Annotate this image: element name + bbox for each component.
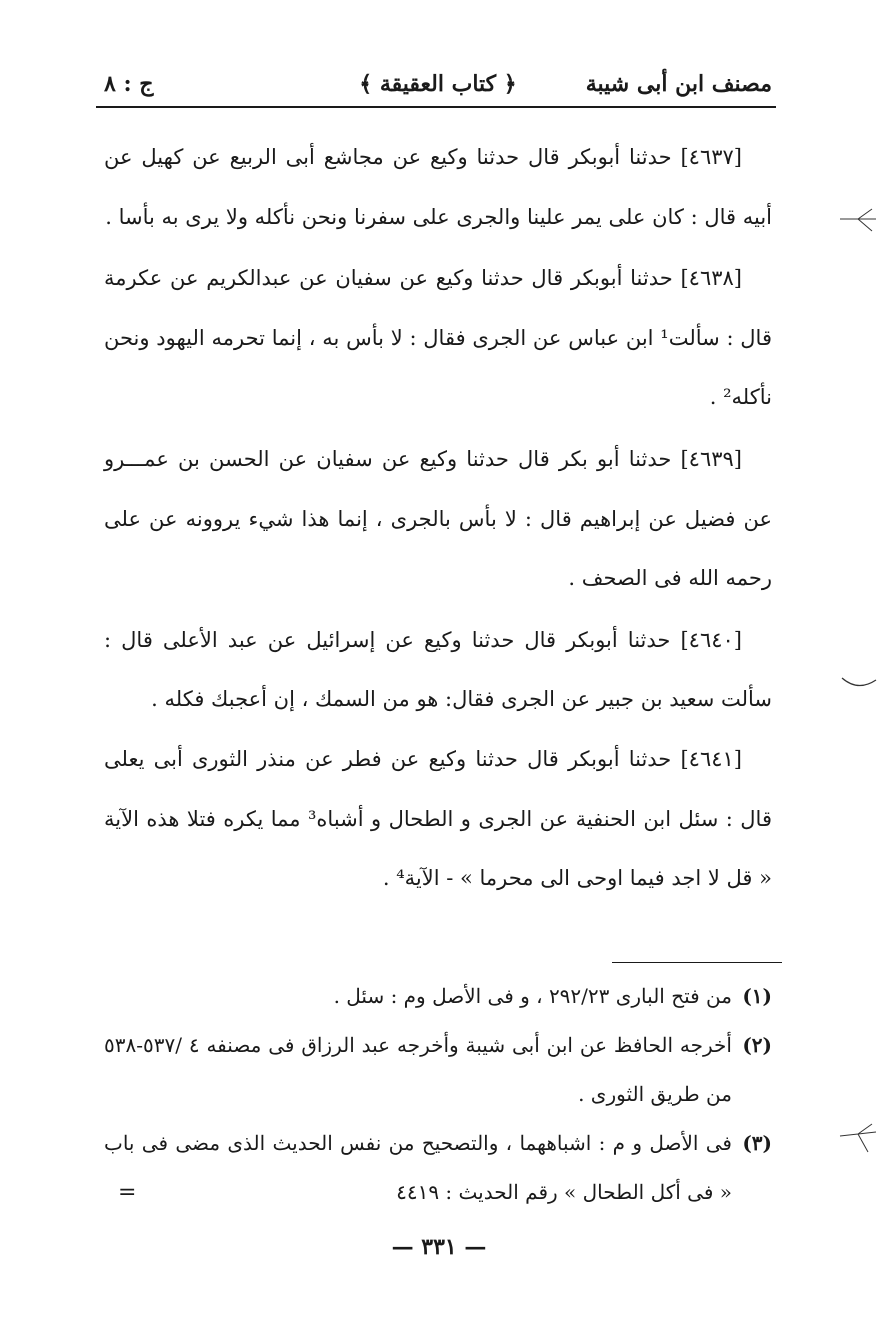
footnotes [104,972,772,1217]
hadith-4641: [٤٦٤١] حدثنا أبوبكر قال حدثنا وكيع عن فطر عن منذر الثورى أبى يعلى قال : سئل ابن الحنفية عن الجرى و الطحال و أشباه³ مما يكره فتلا هذه الآية « قل لا اجد فيما اوحى الى محرما » - الآية⁴ . [104,746,772,891]
footnote-number: (١) [742,984,772,1008]
hadith-4638: [٤٦٣٨] حدثنا أبوبكر قال حدثنا وكيع عن سفيان عن عبدالكريم عن عكرمة قال : سألت¹ ابن عباس عن الجرى فقال : لا بأس به ، إنما تحرمه اليهود ونحن نأكله² . [104,266,772,410]
binding-mark-icon [838,205,878,235]
footnote-text: من فتح البارى ٢٩٢/٢٣ ، و فى الأصل وم : سئل . [333,984,732,1008]
header-chapter-title: ﴿ كتاب العقيقة ﴾ [359,71,517,97]
binding-mark-icon [838,1122,878,1156]
footnote-number: (٣) [742,1131,772,1155]
hadith-4637: [٤٦٣٧] حدثنا أبوبكر قال حدثنا وكيع عن مجاشع أبى الربيع عن كهيل عن أبيه قال : كان على يمر علينا والجرى على سفرنا ونحن نأكله ولا يرى به بأسا . [104,145,772,229]
header-volume: ج : ٨ [104,71,154,97]
footnote-text: فى الأصل و م : اشباههما ، والتصحيح من نفس الحديث الذى مضى فى باب « فى أكل الطحال » رقم الحديث : ٤٤١٩ [104,1131,732,1204]
footnote-2 [104,1021,772,1119]
footnote-rule [612,962,782,963]
page-number: — ٣٣١ — [391,1234,487,1260]
header-rule [96,106,776,108]
footnote-1 [104,972,772,1021]
binding-mark-icon [838,668,878,698]
running-header [104,66,772,102]
continuation-mark: = [118,1180,137,1205]
footnote-text: أخرجه الحافظ عن ابن أبى شيبة وأخرجه عبد الرزاق فى مصنفه ٤ /٥٣٧-٥٣٨ من طريق الثورى . [104,1033,732,1106]
footnote-3 [104,1119,772,1217]
header-book-title: مصنف ابن أبى شيبة [585,71,772,97]
hadith-4640: [٤٦٤٠] حدثنا أبوبكر قال حدثنا وكيع عن إسرائيل عن عبد الأعلى قال : سألت سعيد بن جبير عن الجرى فقال: هو من السمك ، إن أعجبك فكله . [104,627,772,712]
main-text [104,128,772,909]
hadith-4639: [٤٦٣٩] حدثنا أبو بكر قال حدثنا وكيع عن سفيان عن الحسن بن عمـــرو عن فضيل عن إبراهيم قال : لا بأس بالجرى ، إنما هذا شيء يروونه عن على رحمه الله فى الصحف . [104,446,772,591]
footnote-number: (٢) [742,1033,772,1057]
